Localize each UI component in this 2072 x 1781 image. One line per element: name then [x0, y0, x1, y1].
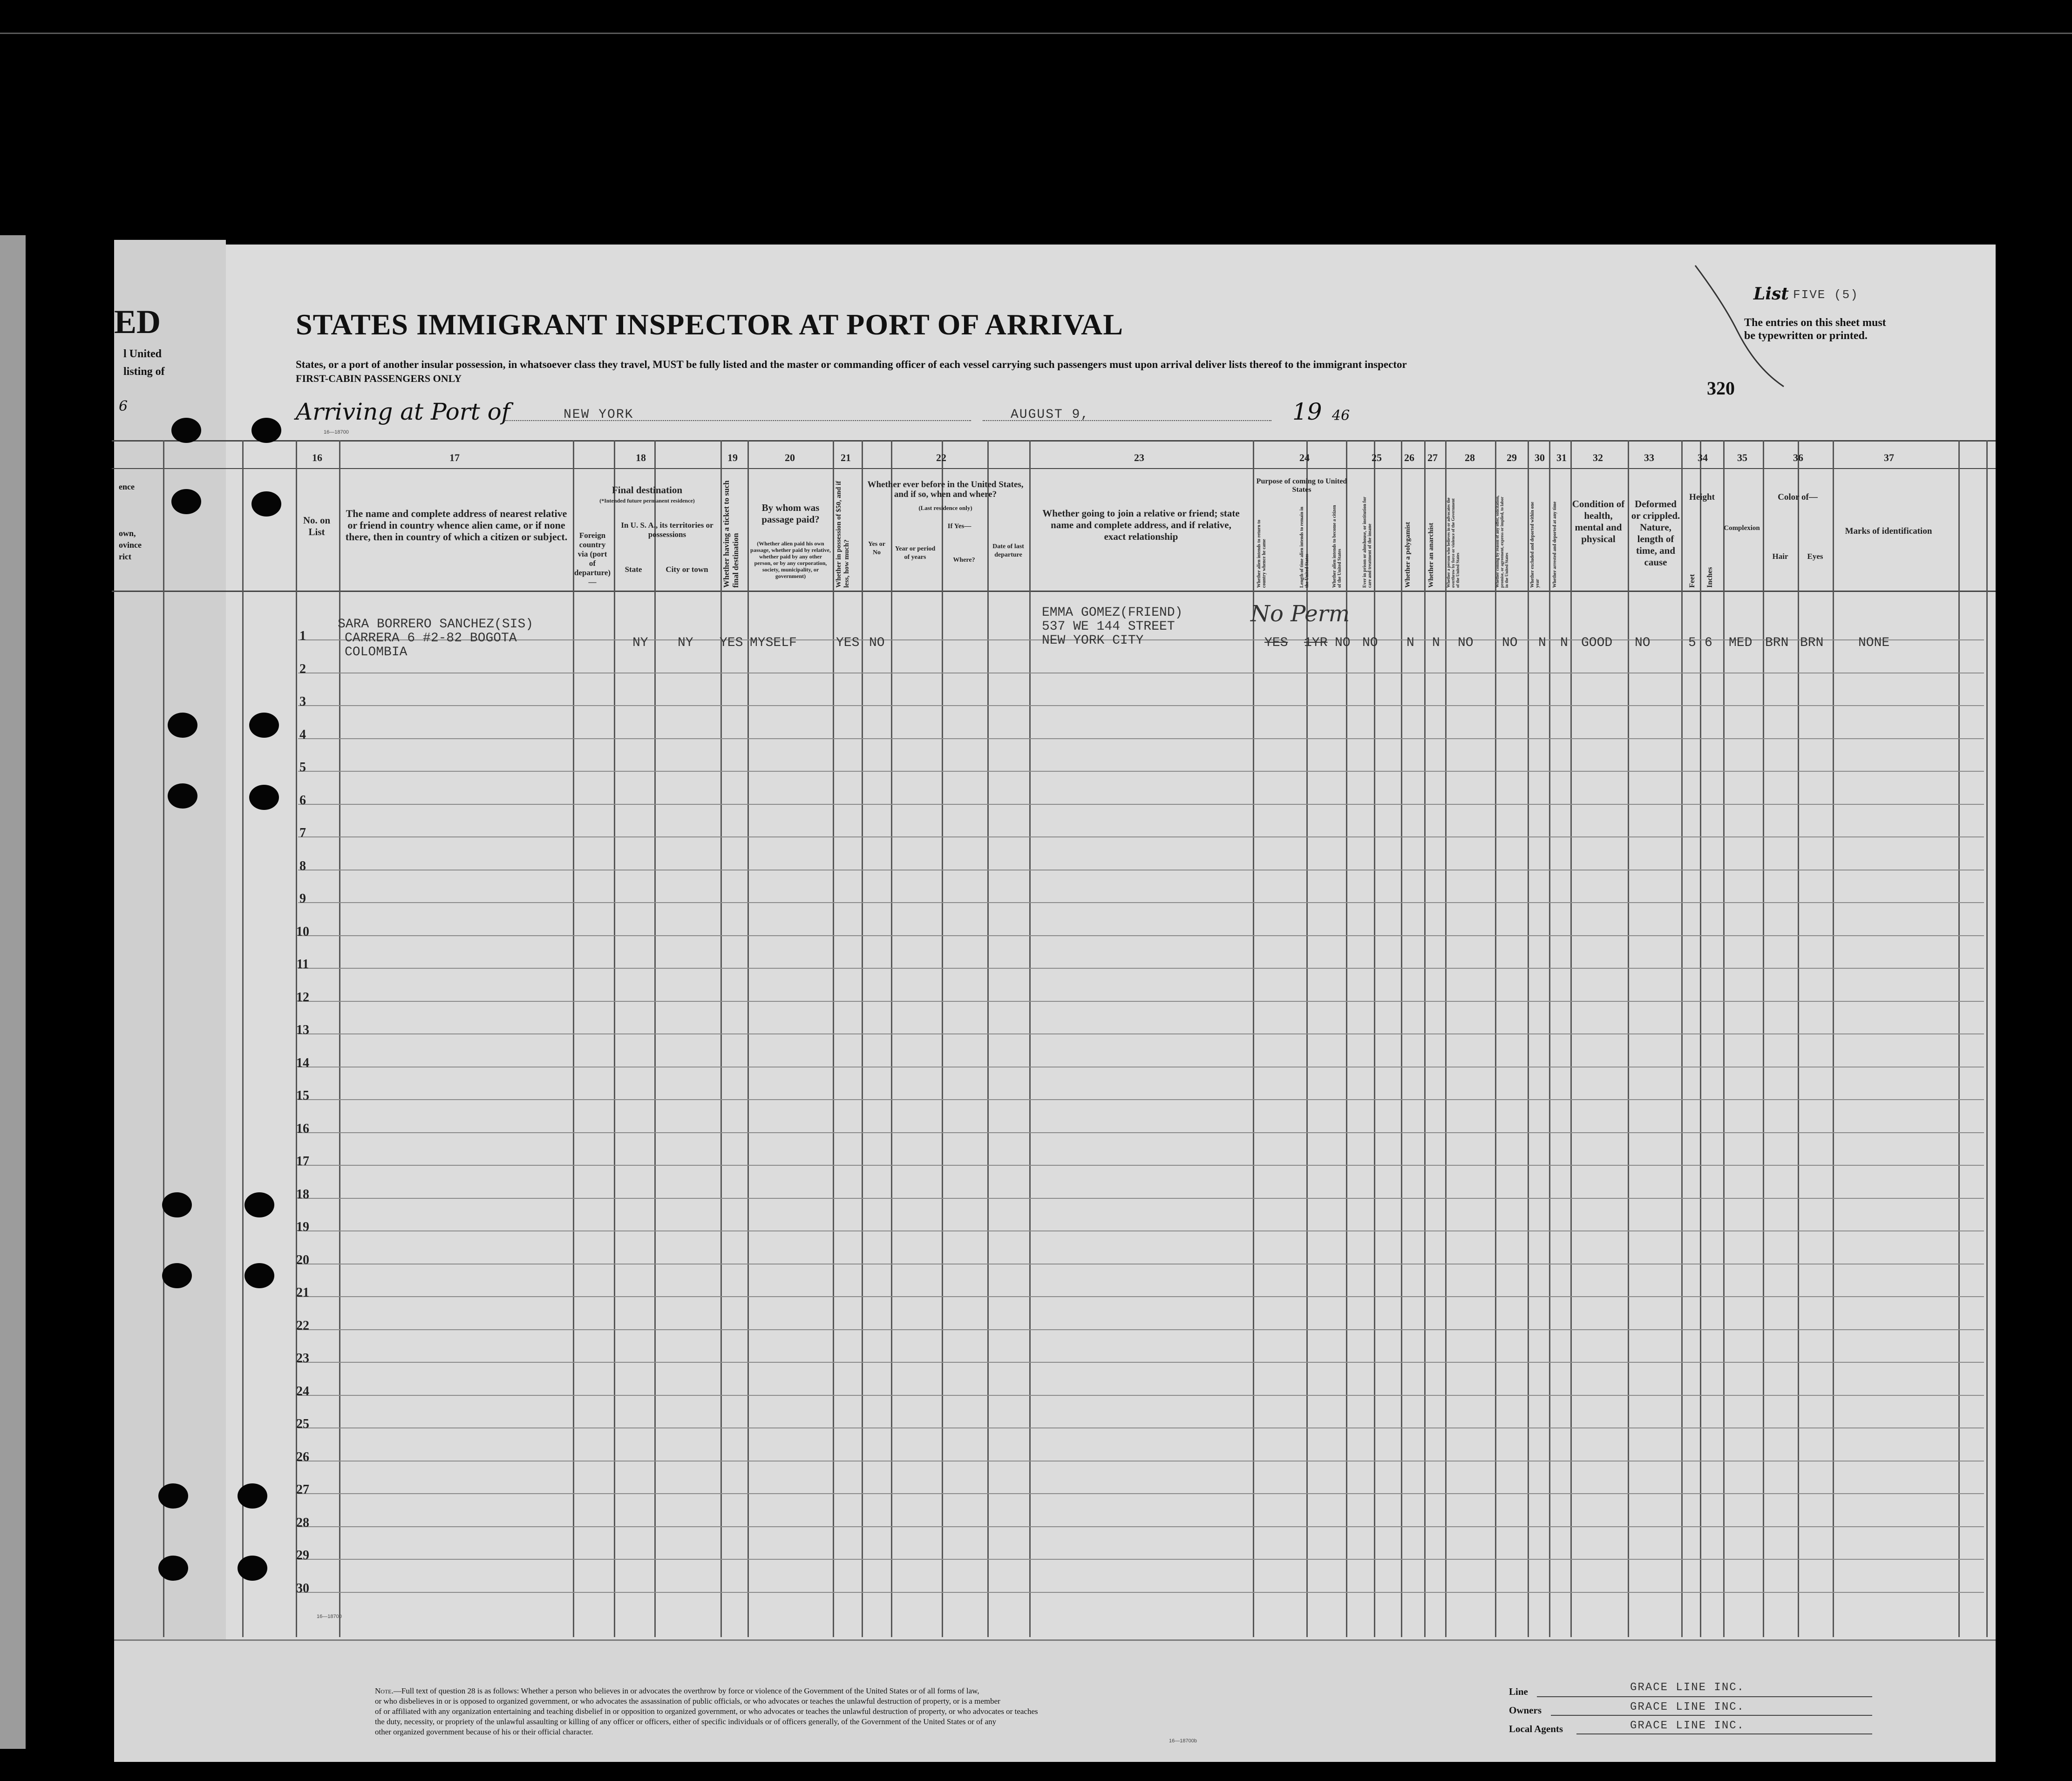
eyes-value: BRN: [1800, 636, 1824, 650]
punch-hole: [158, 1483, 188, 1509]
page-title: STATES IMMIGRANT INSPECTOR AT PORT OF ARRIVAL: [296, 308, 1124, 341]
left-text-fragment: l United: [123, 348, 162, 360]
column-rule: [1029, 440, 1031, 1637]
column-rule: [1798, 440, 1799, 1637]
row-rule: [298, 804, 1984, 805]
scan-top-line: [0, 33, 2072, 34]
left-col-fragment: ence: [119, 482, 135, 491]
year-prefix: 19: [1292, 398, 1322, 425]
col-header-34-inches: Inches: [1706, 567, 1714, 588]
row-rule: [298, 1033, 1984, 1034]
list-value: FIVE (5): [1793, 288, 1859, 302]
row-rule: [298, 1362, 1984, 1363]
col-header-18-city: City or town: [666, 565, 708, 574]
row-number: 25: [296, 1417, 309, 1431]
destination-state: NY: [632, 636, 648, 650]
row-number: 10: [296, 924, 309, 939]
complexion-value: MED: [1729, 636, 1753, 650]
arriving-label: Arriving at Port of: [296, 398, 510, 425]
row-number: 30: [296, 1581, 309, 1596]
paid-by-value: MYSELF: [750, 636, 797, 650]
col-num-22: 22: [936, 452, 946, 463]
curly-bracket-mark: [1686, 261, 1798, 401]
row-number: 12: [296, 990, 309, 1005]
punch-hole: [245, 1263, 274, 1288]
col-header-36-title: Color of—: [1778, 492, 1818, 502]
col-header-27: Whether an anarchist: [1427, 523, 1435, 588]
deported-value: N: [1560, 636, 1568, 650]
row-rule: [298, 1329, 1984, 1330]
col-num-20: 20: [785, 452, 795, 463]
column-rule: [163, 440, 164, 1637]
col-header-17: The name and complete address of nearest relative or friend in country whence alien came, or if none there, then in country of which a citizen or subject.: [345, 508, 568, 543]
joining-city: NEW YORK CITY: [1042, 633, 1144, 648]
col-header-18-title: Final destination: [611, 484, 683, 496]
row-number: 7: [299, 826, 306, 840]
destination-city: NY: [678, 636, 693, 650]
row-rule: [298, 1461, 1984, 1462]
row-rule: [298, 1132, 1984, 1133]
column-rule: [1528, 440, 1529, 1637]
col-header-22-note: (Last residence only): [918, 504, 972, 511]
cabin-note: FIRST-CABIN PASSENGERS ONLY: [296, 373, 462, 384]
col-header-33: Deformed or crippled. Nature, length of time, and cause: [1631, 498, 1680, 568]
note-line: or who disbelieves in or is opposed to organized government, or who advocates the assassination of public officials, or who advocates or teaches the unlawful destruction of property, or is a member: [375, 1697, 1000, 1706]
col-header-31: Whether arrested and deported at any time: [1552, 501, 1557, 588]
punch-hole: [158, 1556, 188, 1581]
line-value: GRACE LINE INC.: [1630, 1681, 1745, 1694]
note-line: —Full text of question 28 is as follows: Whether a person who believes in or advocates the overthrow by force or violence of the Government of the United States or of all forms of law,: [393, 1686, 979, 1695]
row-rule: [298, 1198, 1984, 1199]
ticket-value: YES: [720, 636, 743, 650]
list-label: List: [1753, 284, 1789, 304]
page-subtitle: States, or a port of another insular possession, in whatsoever class they travel, MUST be fully listed and the master or commanding officer of each vessel carrying such passengers must upon arrival deliver lists thereof to the immigrant inspector: [296, 359, 1407, 370]
typed-note-1: The entries on this sheet must: [1744, 317, 1886, 329]
row-number: 6: [299, 793, 306, 808]
row-number: 9: [299, 891, 306, 906]
form-number-small: 16—18700: [324, 429, 349, 435]
arrival-date: AUGUST 9,: [1011, 408, 1090, 422]
col-header-24-b: Length of time alien intends to remain in the United States: [1299, 507, 1310, 588]
owners-label: Owners: [1509, 1705, 1542, 1716]
return-value: YES: [1264, 636, 1288, 650]
row-rule: [298, 1559, 1984, 1560]
column-rule: [1401, 440, 1402, 1637]
col-header-36-hair: Hair: [1772, 552, 1788, 561]
col-header-22-date: Date of last departure: [992, 543, 1024, 558]
column-rule: [242, 440, 244, 1637]
col-num-29: 29: [1507, 452, 1517, 463]
header-bottom-rule: [112, 591, 1996, 592]
col-num-17: 17: [449, 452, 460, 463]
row-number: 29: [296, 1548, 309, 1563]
col-header-18-usa: In U. S. A., its territories or possessions: [621, 521, 713, 539]
row-number: 1: [299, 629, 306, 643]
row-rule: [298, 738, 1984, 739]
row-rule: [298, 1592, 1984, 1593]
column-rule: [1958, 440, 1960, 1637]
hair-value: BRN: [1765, 636, 1789, 650]
row-rule: [298, 902, 1984, 903]
col-header-22-title: Whether ever before in the United States, and if so, when and where?: [867, 480, 1024, 499]
before-in-us-value: NO: [869, 636, 885, 650]
column-rule: [1723, 440, 1725, 1637]
row-number: 2: [299, 661, 306, 676]
row-number: 18: [296, 1187, 309, 1202]
col-num-18: 18: [636, 452, 646, 463]
row-number: 3: [299, 694, 306, 709]
row-number: 24: [296, 1384, 309, 1399]
deformed-value: NO: [1635, 636, 1651, 650]
col-num-31: 31: [1556, 452, 1567, 463]
col-num-25: 25: [1372, 452, 1382, 463]
left-text-fragment: listing of: [123, 366, 165, 378]
relative-country: COLOMBIA: [345, 645, 408, 659]
excluded-value: N: [1538, 636, 1546, 650]
row-number: 23: [296, 1351, 309, 1366]
punch-hole: [251, 491, 281, 517]
adjacent-page-edge: [0, 235, 26, 1749]
col-num-24: 24: [1299, 452, 1310, 463]
col-header-18-state: State: [625, 565, 642, 574]
table-top-rule: [112, 440, 1996, 442]
form-code: 16—18700: [317, 1614, 342, 1619]
column-rule: [654, 440, 656, 1637]
row-rule: [298, 1099, 1984, 1100]
col-header-18-foreign: Foreign country via (port of departure)—: [574, 531, 611, 586]
punch-hole: [168, 783, 197, 809]
column-rule: [1495, 440, 1496, 1637]
punch-hole: [171, 489, 201, 514]
row-rule: [298, 836, 1984, 837]
column-rule: [987, 440, 989, 1637]
column-rule: [1700, 440, 1701, 1637]
column-rule: [1986, 440, 1988, 1637]
length-value: 1YR: [1304, 636, 1328, 650]
column-rule: [1549, 440, 1550, 1637]
owners-underline: [1551, 1715, 1872, 1716]
row-number: 20: [296, 1252, 309, 1267]
col-header-21: Whether in possession of $50, and if less, how much?: [835, 481, 850, 588]
col-header-25: Ever in prison or almshouse, or institution for care and treatment of the insane: [1362, 496, 1372, 588]
polygamist-value: N: [1406, 636, 1414, 650]
col-header-34-title: Height: [1689, 492, 1715, 502]
row-rule: [298, 1165, 1984, 1166]
punch-hole: [162, 1263, 192, 1288]
row-number: 5: [299, 760, 306, 775]
left-page-fragment: [114, 240, 226, 1751]
col-number-rule: [112, 468, 1996, 469]
note-line: of or affiliated with any organization entertaining and teaching disbelief in or opposition to organized government, or who advocates or teaches the unlawful destruction of property, or who advocates or teaches: [375, 1707, 1038, 1716]
col-header-35: Complexion: [1724, 524, 1760, 532]
health-value: GOOD: [1581, 636, 1613, 650]
agents-value: GRACE LINE INC.: [1630, 1720, 1745, 1732]
handwritten-annotation: No Perm: [1250, 601, 1350, 627]
row-number: 27: [296, 1482, 309, 1497]
column-rule: [891, 440, 892, 1637]
column-rule: [1374, 440, 1375, 1637]
punch-hole: [238, 1483, 267, 1509]
punch-hole: [171, 418, 201, 443]
height-inches-value: 6: [1705, 636, 1712, 650]
row-number: 4: [299, 727, 306, 742]
row-rule: [298, 1526, 1984, 1527]
column-rule: [1445, 440, 1447, 1637]
row-rule: [298, 705, 1984, 706]
punch-hole: [162, 1192, 192, 1217]
punch-hole: [245, 1192, 274, 1217]
note-line: other organized government because of his or their official character.: [375, 1727, 593, 1736]
prison-value: NO: [1362, 636, 1378, 650]
col-num-23: 23: [1134, 452, 1144, 463]
left-col-fragment: ovince: [119, 540, 142, 550]
col-header-36-eyes: Eyes: [1807, 552, 1823, 561]
col-header-26: Whether a polygamist: [1404, 522, 1412, 588]
line-label: Line: [1509, 1686, 1528, 1697]
note-label: Note.: [375, 1686, 394, 1695]
row-rule: [298, 1001, 1984, 1002]
col-header-24-title: Purpose of coming to United States: [1256, 477, 1347, 494]
owners-value: GRACE LINE INC.: [1630, 1701, 1745, 1713]
punch-hole: [249, 713, 279, 738]
overthrow-value: NO: [1458, 636, 1474, 650]
citizen-value: NO: [1335, 636, 1351, 650]
column-rule: [1833, 440, 1834, 1637]
height-feet-value: 5: [1688, 636, 1696, 650]
col-num-16: 16: [312, 452, 322, 463]
punch-hole: [238, 1556, 267, 1581]
col-header-18-note: (*Intended future permanent residence): [599, 497, 695, 504]
has-50-value: YES: [836, 636, 860, 650]
punch-hole: [251, 418, 281, 443]
col-header-22-year: Year or period of years: [895, 545, 936, 561]
marks-value: NONE: [1858, 636, 1890, 650]
page-number: 320: [1707, 378, 1735, 399]
row-number: 22: [296, 1318, 309, 1333]
column-rule: [1763, 440, 1764, 1637]
column-rule: [862, 440, 863, 1637]
punch-hole: [168, 713, 197, 738]
year-suffix: 46: [1332, 408, 1350, 424]
row-number: 13: [296, 1023, 309, 1037]
column-rule: [747, 440, 749, 1637]
left-year-fragment: 6: [119, 398, 128, 415]
col-num-32: 32: [1593, 452, 1603, 463]
col-header-23: Whether going to join a relative or friend; state name and complete address, and if relative, exact relationship: [1042, 508, 1240, 542]
col-num-27: 27: [1427, 452, 1438, 463]
col-num-33: 33: [1644, 452, 1654, 463]
column-rule: [1570, 440, 1572, 1637]
col-header-20-note: (Whether alien paid his own passage, whether paid by relative, whether paid by any other person, or by any corporation, society, municipality, or government): [750, 540, 831, 579]
col-header-19: Whether having a ticket to such final destination: [722, 480, 740, 588]
row-rule: [298, 968, 1984, 969]
col-num-37: 37: [1884, 452, 1894, 463]
col-header-22-yesno: Yes or No: [868, 541, 885, 556]
relative-address: CARRERA 6 #2-82 BOGOTA: [345, 631, 517, 646]
column-rule: [942, 440, 943, 1637]
row-number: 26: [296, 1449, 309, 1464]
note-line: the duty, necessity, or propriety of the unlawful assaulting or killing of any officer or officers, either of specific individuals or of officers generally, of the Government of the United States or of any: [375, 1717, 997, 1726]
col-num-28: 28: [1465, 452, 1475, 463]
row-rule: [298, 1395, 1984, 1396]
row-number: 19: [296, 1220, 309, 1234]
col-header-16: No. on List: [303, 515, 331, 537]
row-number: 14: [296, 1055, 309, 1070]
agents-label: Local Agents: [1509, 1723, 1563, 1734]
col-header-20: By whom was passage paid?: [761, 502, 820, 525]
row-rule: [298, 1296, 1984, 1297]
arrival-port: NEW YORK: [564, 408, 634, 422]
col-header-34-feet: Feet: [1688, 574, 1696, 588]
col-header-22-where: Where?: [953, 557, 975, 564]
question-28-note: [375, 1686, 1038, 1737]
col-header-32: Condition of health, mental and physical: [1572, 498, 1625, 544]
col-num-26: 26: [1404, 452, 1414, 463]
relative-name: SARA BORRERO SANCHEZ(SIS): [338, 617, 534, 632]
col-header-28: Whether a person who believes in or advocates the overthrow by force or violence of the Government of the United States: [1446, 497, 1460, 588]
col-num-21: 21: [841, 452, 851, 463]
column-rule: [1424, 440, 1426, 1637]
col-header-22-ifyes: If Yes—: [947, 523, 971, 530]
column-rule: [614, 440, 615, 1637]
agents-underline: [1576, 1733, 1872, 1734]
col-header-24-a: Whether alien intends to return to country whence he came: [1257, 519, 1267, 588]
column-rule: [833, 440, 834, 1637]
row-rule: [298, 1230, 1984, 1231]
row-number: 11: [296, 957, 309, 972]
typed-note-2: be typewritten or printed.: [1744, 330, 1868, 342]
column-rule: [1628, 440, 1629, 1637]
row-number: 21: [296, 1285, 309, 1300]
left-col-fragment: own,: [119, 529, 136, 538]
col-num-34: 34: [1698, 452, 1708, 463]
anarchist-value: N: [1432, 636, 1440, 650]
row-rule: [298, 771, 1984, 772]
col-num-30: 30: [1535, 452, 1545, 463]
note-code: 16—18700b: [1169, 1738, 1197, 1744]
col-header-30: Whether excluded and deported within one year: [1530, 502, 1540, 588]
col-num-36: 36: [1793, 452, 1803, 463]
row-number: 15: [296, 1088, 309, 1103]
left-col-fragment: rict: [119, 552, 131, 561]
line-underline: [1537, 1696, 1872, 1697]
row-rule: [298, 1493, 1984, 1494]
row-rule: [298, 935, 1984, 936]
labor-value: NO: [1502, 636, 1518, 650]
col-header-24-c: Whether alien intends to become a citizen of the United States: [1332, 505, 1342, 588]
row-number: 28: [296, 1515, 309, 1530]
column-rule: [720, 440, 722, 1637]
column-rule: [573, 440, 574, 1637]
row-number: 17: [296, 1154, 309, 1169]
manifest-sheet: [226, 245, 1996, 1761]
joining-name: EMMA GOMEZ(FRIEND): [1042, 605, 1183, 620]
joining-address: 537 WE 144 STREET: [1042, 619, 1175, 634]
punch-hole: [249, 785, 279, 810]
row-number: 8: [299, 858, 306, 873]
column-rule: [1681, 440, 1683, 1637]
col-header-29: Whether coming by reason of any offer, solicitation, promise, or agreement, express or implied, to labor in the United States: [1495, 495, 1509, 588]
left-heading-fragment: ED: [114, 303, 161, 340]
col-num-35: 35: [1737, 452, 1747, 463]
col-num-19: 19: [727, 452, 738, 463]
row-number: 16: [296, 1121, 309, 1136]
col-header-37: Marks of identification: [1845, 526, 1932, 536]
